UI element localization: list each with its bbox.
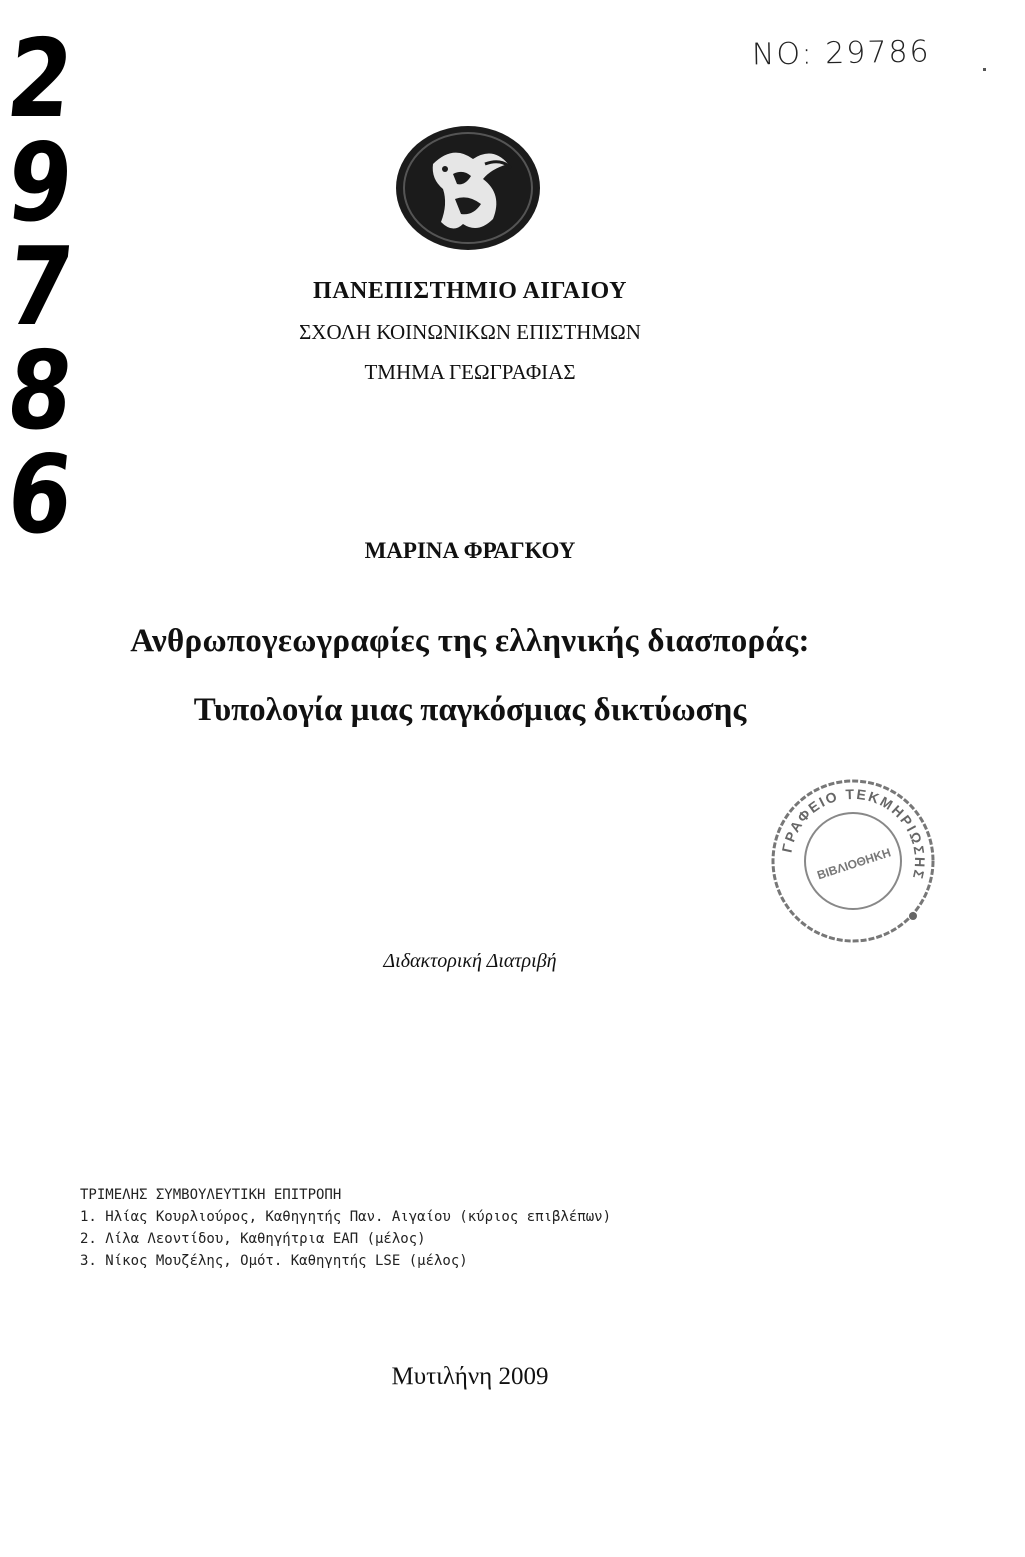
side-digit: 9 xyxy=(1,121,79,246)
document-type: Διδακτορική Διατριβή xyxy=(383,950,557,972)
university-name: ΠΑΝΕΠΙΣΤΗΜΙΟ ΑΙΓΑΙΟΥ xyxy=(313,278,627,304)
advisory-committee xyxy=(80,1184,611,1272)
department-name: ΤΜΗΜΑ ΓΕΩΓΡΑΦΙΑΣ xyxy=(364,360,576,384)
ink-dot xyxy=(983,68,986,71)
side-digit: 7 xyxy=(1,225,79,350)
stamp-inner-text: ΒΙΒΛΙΟΘΗΚΗ xyxy=(815,845,893,883)
library-stamp xyxy=(768,776,938,946)
side-digit: 2 xyxy=(1,17,79,142)
place-and-year: Μυτιλήνη 2009 xyxy=(391,1363,549,1390)
committee-member: 2. Λίλα Λεοντίδου, Καθηγήτρια ΕΑΠ (μέλος) xyxy=(80,1231,426,1247)
thesis-title-line-1: Ανθρωπογεωγραφίες της ελληνικής διασποράς: xyxy=(130,623,810,659)
stamp-text: ΓΡΑΦΕΙΟ ΤΕΚΜΗΡΙΩΣΗΣ xyxy=(778,785,929,883)
school-name: ΣΧΟΛΗ ΚΟΙΝΩΝΙΚΩΝ ΕΠΙΣΤΗΜΩΝ xyxy=(299,320,641,344)
thesis-title-line-2: Τυπολογία μιας παγκόσμιας δικτύωσης xyxy=(193,692,747,728)
committee-member: 3. Νίκος Μουζέλης, Ομότ. Καθηγητής LSE (μέλος) xyxy=(80,1253,468,1269)
committee-member: 1. Ηλίας Κουρλιούρος, Καθηγητής Παν. Αιγαίου (κύριος επιβλέπων) xyxy=(80,1209,612,1225)
university-seal-icon xyxy=(393,124,543,252)
handwritten-accession-number: NO: 29786 xyxy=(751,34,931,73)
side-digit: 8 xyxy=(1,329,79,454)
author-name: ΜΑΡΙΝΑ ΦΡΑΓΚΟΥ xyxy=(364,538,576,563)
side-digit: 6 xyxy=(1,433,79,558)
committee-heading: ΤΡΙΜΕΛΗΣ ΣΥΜΒΟΥΛΕΥΤΙΚΗ ΕΠΙΤΡΟΠΗ xyxy=(80,1187,342,1203)
